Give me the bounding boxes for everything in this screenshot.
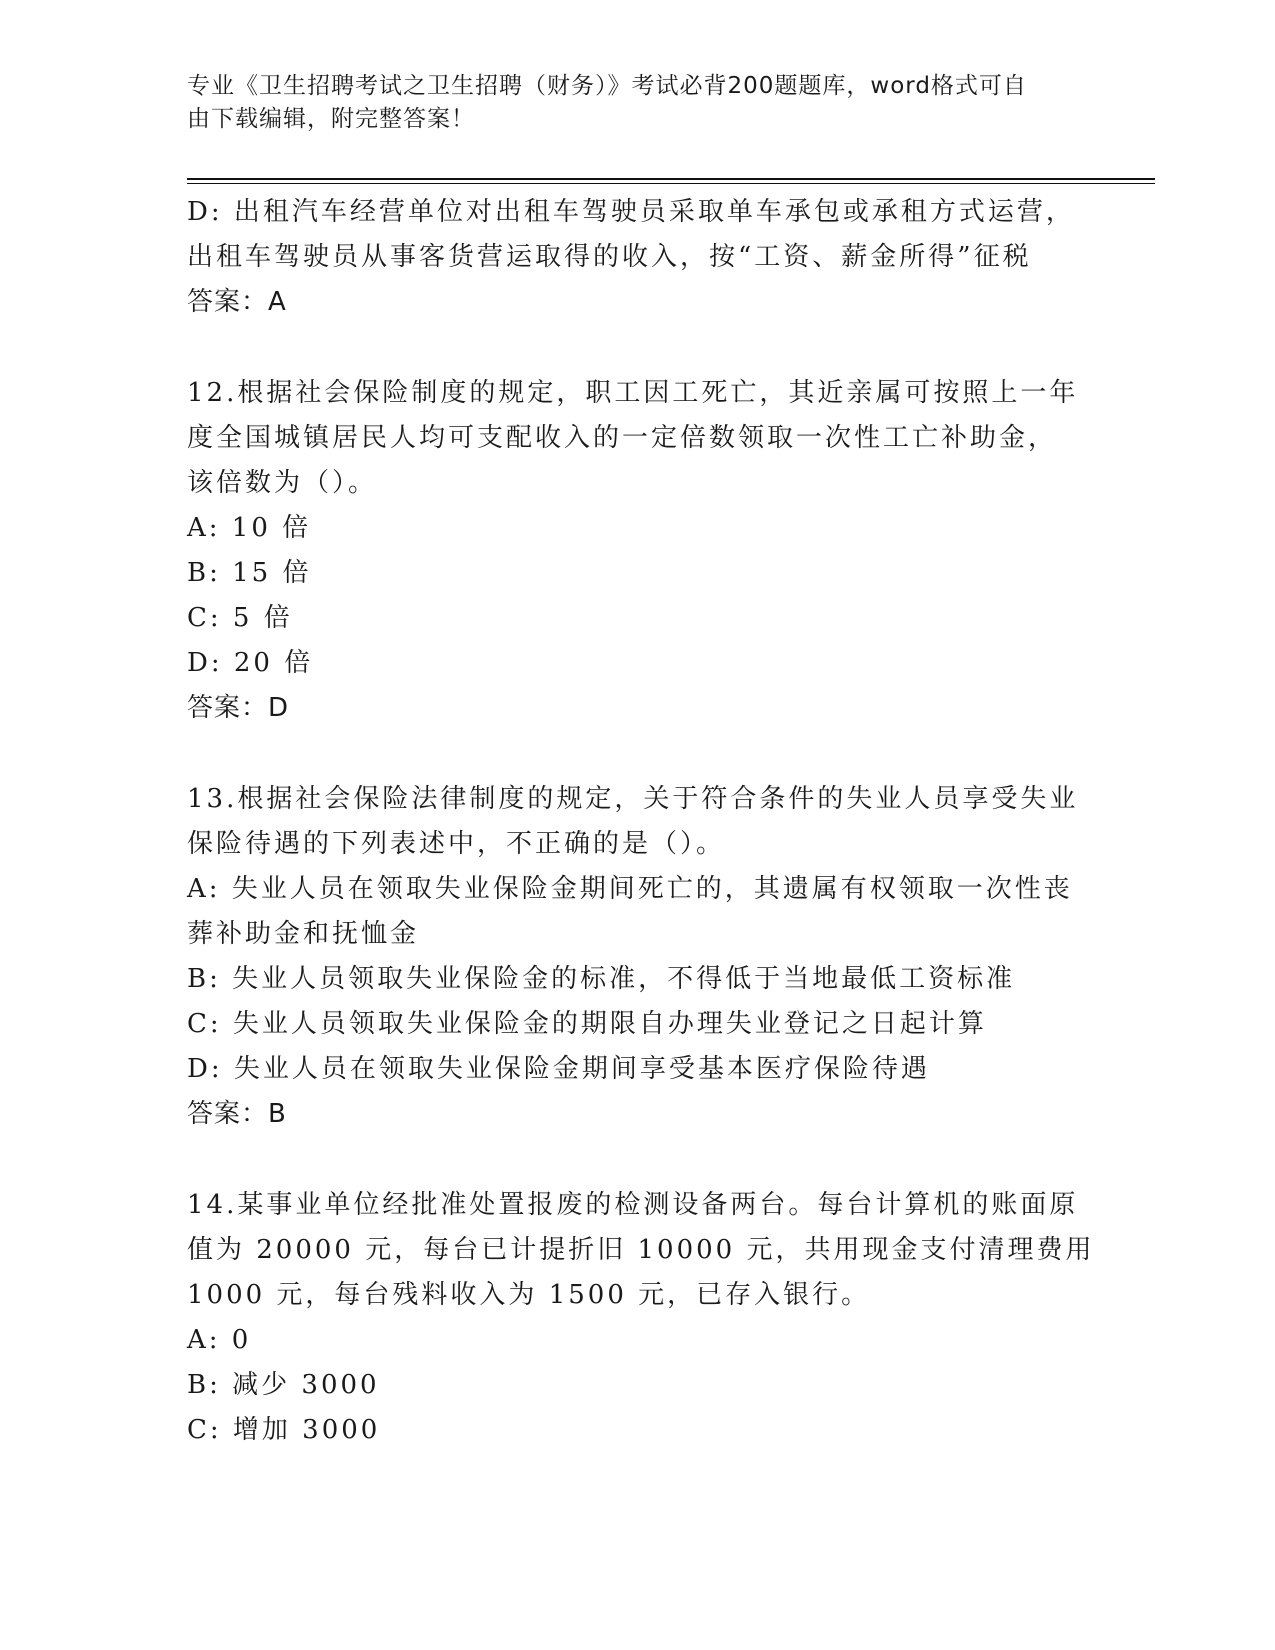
q14-stem-line-3: 1000 元，每台残料收入为 1500 元，已存入银行。 xyxy=(187,1280,871,1310)
q13-option-c: C: 失业人员领取失业保险金的期限自办理失业登记之日起计算 xyxy=(187,1009,987,1039)
q13-answer: 答案：B xyxy=(187,1099,287,1129)
q12-stem-line-3: 该倍数为（）。 xyxy=(187,468,378,498)
q14-stem-line-1: 14.某事业单位经批准处置报废的检测设备两台。每台计算机的账面原 xyxy=(187,1190,1079,1220)
question-content xyxy=(187,190,1095,1453)
q11-answer: 答案：A xyxy=(187,287,287,317)
q12-answer: 答案：D xyxy=(187,693,290,723)
question-14 xyxy=(187,1183,1095,1453)
document-header xyxy=(187,70,1087,136)
q12-option-d: D: 20 倍 xyxy=(187,648,314,678)
q13-option-a-line-2: 葬补助金和抚恤金 xyxy=(187,919,420,949)
q11-option-d-line-2: 出租车驾驶员从事客货营运取得的收入，按“工资、薪金所得”征税 xyxy=(187,242,1032,272)
q12-stem-line-1: 12.根据社会保险制度的规定，职工因工死亡，其近亲属可按照上一年 xyxy=(187,378,1079,408)
question-11 xyxy=(187,190,1087,325)
header-divider-thin xyxy=(187,183,1155,184)
q13-option-a-line-1: A: 失业人员在领取失业保险金期间死亡的，其遗属有权领取一次性丧 xyxy=(187,874,1073,904)
q11-option-d-line-1: D: 出租汽车经营单位对出租车驾驶员采取单车承包或承租方式运营， xyxy=(187,197,1075,227)
q12-option-b: B: 15 倍 xyxy=(187,558,312,588)
q13-stem-line-1: 13.根据社会保险法律制度的规定，关于符合条件的失业人员享受失业 xyxy=(187,784,1079,814)
q12-stem-line-2: 度全国城镇居民人均可支配收入的一定倍数领取一次性工亡补助金， xyxy=(187,423,1058,453)
q12-option-a: A: 10 倍 xyxy=(187,513,312,543)
q14-option-c: C: 增加 3000 xyxy=(187,1415,381,1445)
header-line-2: 由下载编辑，附完整答案！ xyxy=(187,106,475,132)
q13-stem-line-2: 保险待遇的下列表述中，不正确的是（）。 xyxy=(187,829,726,859)
q14-option-b: B: 减少 3000 xyxy=(187,1370,380,1400)
spacer xyxy=(187,325,1087,371)
question-12 xyxy=(187,371,1087,731)
q13-option-b: B: 失业人员领取失业保险金的标准，不得低于当地最低工资标准 xyxy=(187,964,1016,994)
spacer xyxy=(187,731,1087,777)
q12-option-c: C: 5 倍 xyxy=(187,603,293,633)
question-13 xyxy=(187,777,1087,1137)
spacer xyxy=(187,1137,1087,1183)
header-line-1: 专业《卫生招聘考试之卫生招聘（财务）》考试必背200题题库，word格式可自 xyxy=(187,73,1027,99)
header-divider-thick xyxy=(187,178,1155,180)
q14-stem-line-2: 值为 20000 元，每台已计提折旧 10000 元，共用现金支付清理费用 xyxy=(187,1235,1095,1265)
q13-option-d: D: 失业人员在领取失业保险金期间享受基本医疗保险待遇 xyxy=(187,1054,930,1084)
q14-option-a: A: 0 xyxy=(187,1325,252,1355)
